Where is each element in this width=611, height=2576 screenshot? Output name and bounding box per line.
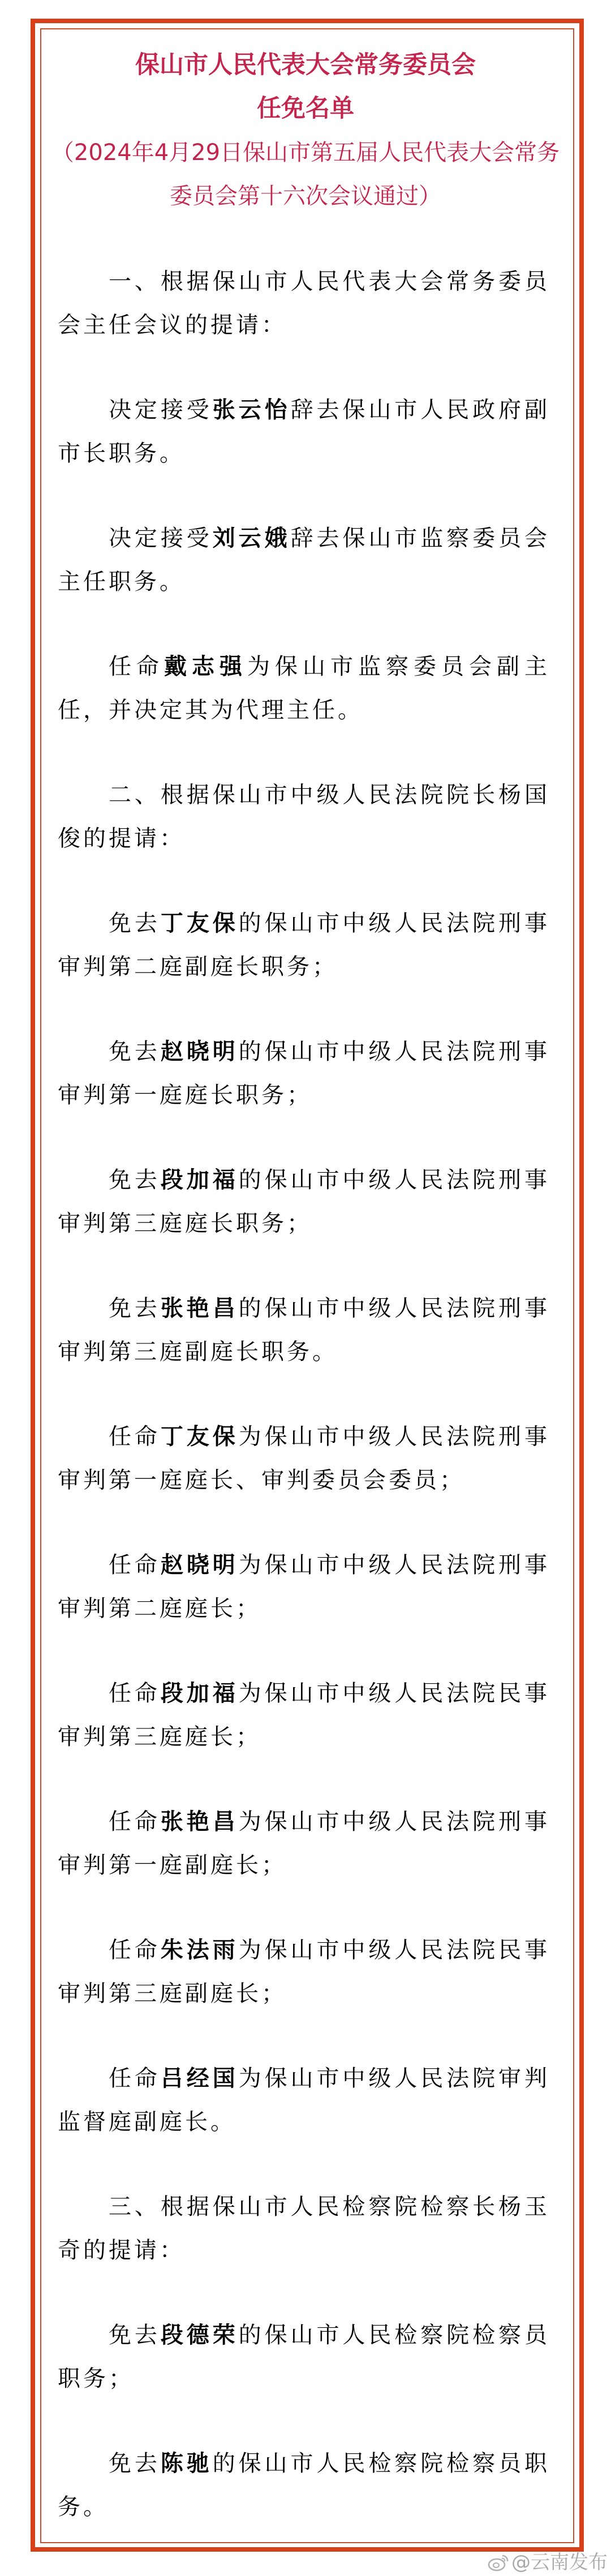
paragraph (58, 1415, 550, 1502)
paragraph-text: 为保山市监察委员会副主任，并决定其为代理主任。 (58, 654, 550, 723)
person-name: 刘云娥 (212, 525, 291, 551)
paragraph-text: 任命 (109, 1424, 161, 1450)
paragraph-text: 任命 (109, 654, 164, 680)
paragraph-text: 的保山市人民检察院检察员职务。 (58, 2450, 550, 2520)
paragraph-text: 免去 (109, 1039, 161, 1065)
paragraph (58, 260, 550, 347)
person-name: 戴志强 (164, 654, 247, 680)
paragraph-text: 免去 (109, 910, 161, 936)
paragraph-text: 为保山市中级人民法院刑事审判第一庭副庭长； (58, 1809, 550, 1878)
person-name: 吕经国 (160, 2065, 239, 2091)
paragraph (58, 2185, 550, 2272)
paragraph-text: 为保山市中级人民法院民事审判第三庭副庭长； (58, 1937, 550, 2007)
paragraph-text: 决定接受 (109, 397, 213, 423)
paragraph (58, 773, 550, 861)
paragraph (58, 2057, 550, 2144)
paragraph-text: 为保山市中级人民法院审判监督庭副庭长。 (58, 2065, 550, 2135)
paragraph-text: 决定接受 (109, 525, 213, 551)
paragraph-text: 三、根据保山市人民检察院检察长杨玉奇的提请： (58, 2194, 550, 2263)
paragraph (58, 1800, 550, 1887)
person-name: 丁友保 (160, 1424, 239, 1450)
paragraph-text: 任命 (109, 1937, 161, 1963)
paragraph-text: 一、根据保山市人民代表大会常务委员会主任会议的提请： (58, 269, 550, 338)
paragraph-text: 的保山市中级人民法院刑事审判第一庭庭长职务； (58, 1039, 550, 1108)
paragraph-text: 任命 (109, 2065, 161, 2091)
paragraph-text: 辞去保山市监察委员会主任职务。 (58, 525, 550, 595)
paragraph (58, 902, 550, 989)
person-name: 赵晓明 (160, 1552, 239, 1578)
paragraph-text: 免去 (109, 2450, 161, 2476)
document-title: 保山市人民代表大会常务委员会 (135, 51, 476, 79)
person-name: 张艳昌 (160, 1809, 239, 1835)
paragraph-text: 的保山市中级人民法院刑事审判第三庭庭长职务； (58, 1167, 550, 1237)
paragraph-text: 任命 (109, 1552, 161, 1578)
watermark (488, 2551, 608, 2574)
person-name: 陈驰 (160, 2450, 213, 2476)
paragraph (58, 1929, 550, 2016)
paragraph-text: 二、根据保山市中级人民法院院长杨国俊的提请： (58, 782, 550, 852)
paragraph (58, 1544, 550, 1631)
person-name: 赵晓明 (160, 1039, 239, 1065)
paragraph-text: 任命 (109, 1809, 161, 1835)
person-name: 张云怡 (212, 397, 291, 423)
paragraph (58, 2442, 550, 2529)
paragraph (58, 1287, 550, 1374)
document-subtitle: （2024年4月29日保山市第五届人民代表大会常务 (51, 140, 560, 166)
person-name: 朱法雨 (160, 1937, 239, 1963)
person-name: 段加福 (160, 1680, 239, 1706)
paragraph-text: 的保山市中级人民法院刑事审判第二庭副庭长职务； (58, 910, 550, 980)
paragraph-text: 的保山市人民检察院检察员职务； (58, 2322, 550, 2392)
paragraph-text: 免去 (109, 1167, 161, 1193)
paragraph (58, 517, 550, 604)
paragraph-text: 免去 (109, 2322, 161, 2348)
person-name: 张艳昌 (160, 1295, 239, 1321)
paragraph (58, 1159, 550, 1246)
person-name: 段加福 (160, 1167, 239, 1193)
paragraph-text: 为保山市中级人民法院刑事审判第一庭庭长、审判委员会委员； (58, 1424, 550, 1493)
paragraph-text: 任命 (109, 1680, 161, 1706)
paragraph (58, 2314, 550, 2401)
paragraph-text: 为保山市中级人民法院民事审判第三庭庭长； (58, 1680, 550, 1750)
weibo-icon (488, 2553, 509, 2571)
paragraph (58, 388, 550, 476)
paragraph (58, 1030, 550, 1117)
watermark-text: @云南发布 (511, 2551, 608, 2574)
person-name: 丁友保 (160, 910, 239, 936)
paragraph-text: 免去 (109, 1295, 161, 1321)
paragraph (58, 1672, 550, 1759)
document-body (58, 260, 550, 2570)
paragraph-text: 为保山市中级人民法院刑事审判第二庭庭长； (58, 1552, 550, 1622)
paragraph (58, 645, 550, 732)
document-title-line2: 任免名单 (257, 94, 354, 123)
paragraph-text: 的保山市中级人民法院刑事审判第三庭副庭长职务。 (58, 1295, 550, 1365)
person-name: 段德荣 (160, 2322, 239, 2348)
document-subtitle-line2: 委员会第十六次会议通过） (170, 183, 441, 209)
paragraph-text: 辞去保山市人民政府副市长职务。 (58, 397, 550, 466)
